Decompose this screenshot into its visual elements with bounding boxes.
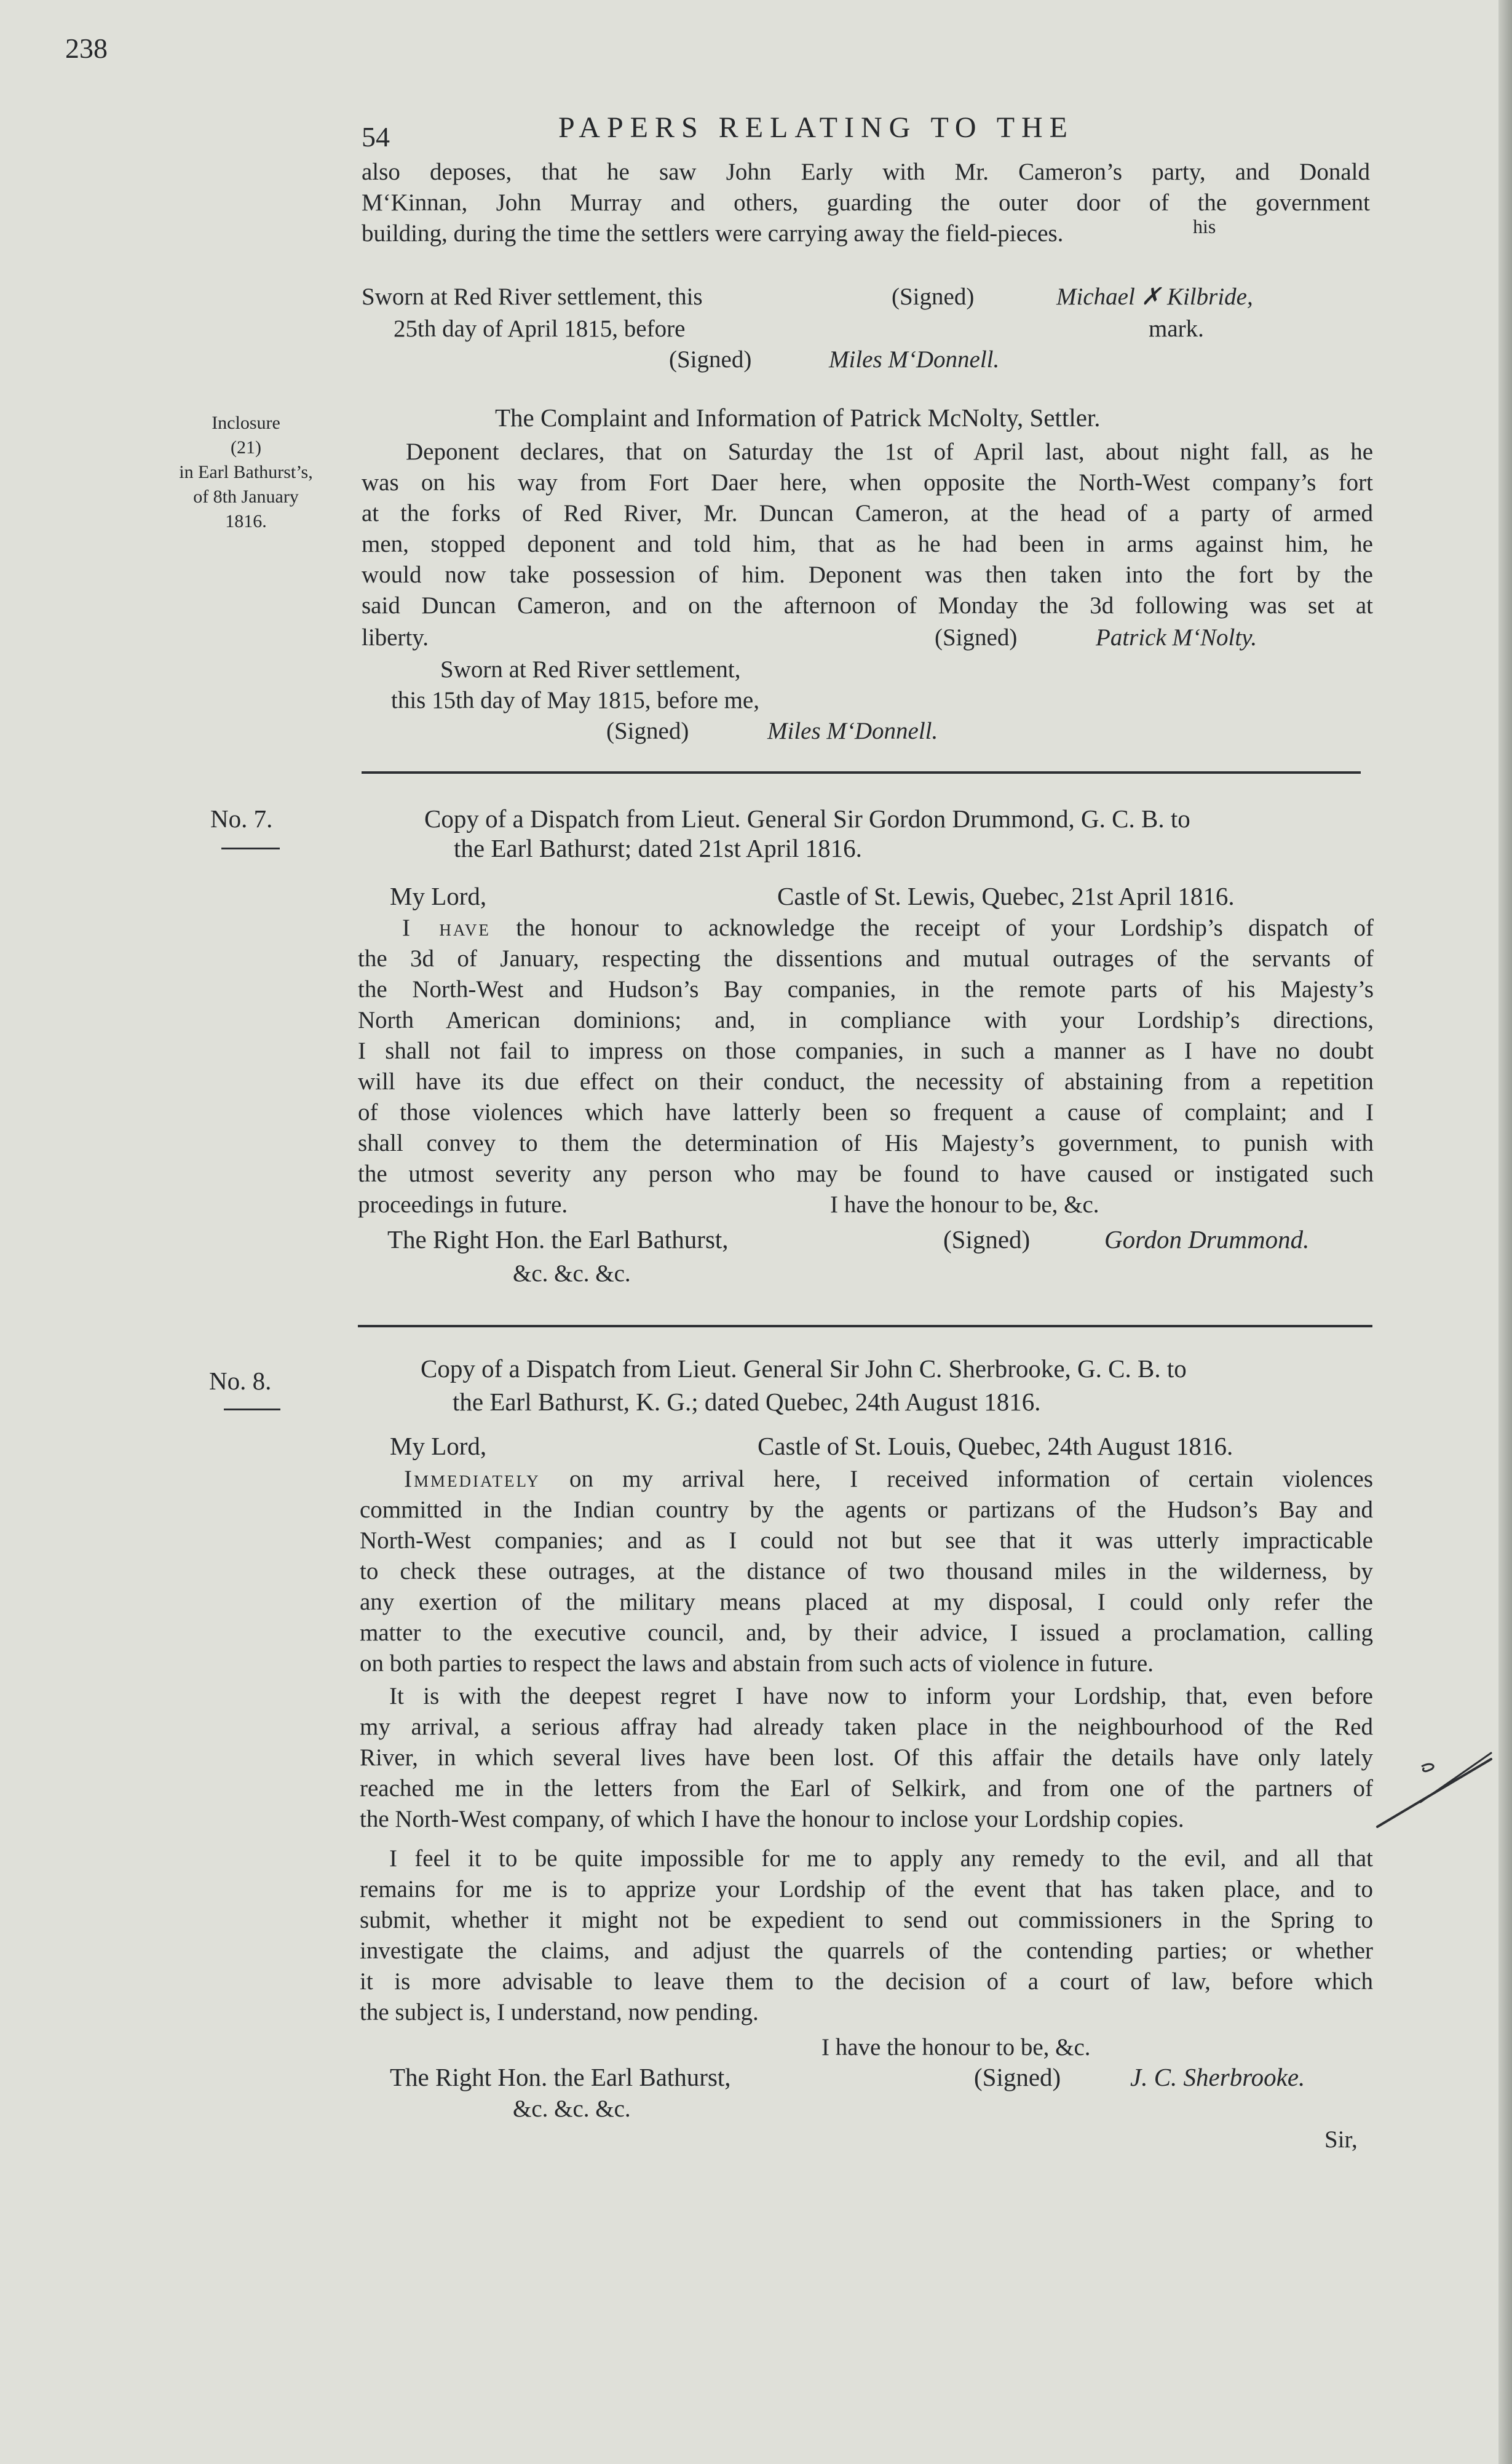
salutation: My Lord, xyxy=(390,882,487,910)
text-line: my arrival, a serious affray had already taken place in the neighbourhood of the Red xyxy=(360,1714,1373,1740)
text-line: also deposes, that he saw John Early with Mr. Cameron’s party, and Donald xyxy=(362,159,1370,185)
dispatch-paragraph xyxy=(358,913,1374,1190)
label-underline xyxy=(221,848,280,849)
signed-label: (Signed) xyxy=(943,1225,1031,1254)
dispatch-heading: the Earl Bathurst, K. G.; dated Quebec, 24th August 1816. xyxy=(453,1388,1041,1416)
place-date: Castle of St. Louis, Quebec, 24th August 1816. xyxy=(758,1432,1233,1460)
outer-page-number: 238 xyxy=(65,33,108,64)
text-line: reached me in the letters from the Earl of Selkirk, and from one of the partners of xyxy=(360,1775,1373,1802)
sworn-line: Sworn at Red River settlement, this xyxy=(362,284,703,310)
side-note-line: 1816. xyxy=(225,511,267,531)
sworn-date-line: 25th day of April 1815, before xyxy=(394,316,686,342)
witness-name: Miles M‘Donnell. xyxy=(767,718,938,744)
section-label: No. 8. xyxy=(209,1367,272,1395)
first-word: Immediately xyxy=(404,1466,540,1492)
text-line: on both parties to respect the laws and abstain from such acts of violence in future. xyxy=(360,1650,1154,1677)
witness-signed-label: (Signed) xyxy=(669,346,752,373)
signer-name: J. C. Sherbrooke. xyxy=(1130,2063,1305,2091)
text-line: shall convey to them the determination of His Majesty’s government, to punish with xyxy=(358,1130,1374,1156)
text-line: Deponent declares, that on Saturday the 1st of April last, about night fall, as he xyxy=(406,439,1373,465)
addressee: The Right Hon. the Earl Bathurst, xyxy=(390,2063,731,2091)
text-line: at the forks of Red River, Mr. Duncan Cameron, at the head of a party of armed xyxy=(362,500,1373,527)
section-divider xyxy=(358,1325,1372,1327)
text-line: will have its due effect on their conduct, the necessity of abstaining from a repetition xyxy=(358,1068,1374,1095)
text-line: submit, whether it might not be expedient to send out commissioners in the Spring to xyxy=(360,1907,1373,1933)
signer-name: Gordon Drummond. xyxy=(1104,1225,1310,1254)
text-line: to check these outrages, at the distance of two thousand miles in the wilderness, by xyxy=(360,1558,1373,1584)
signed-label: (Signed) xyxy=(892,284,975,310)
text-line: River, in which several lives have been lost. Of this affair the details have only lately xyxy=(360,1744,1373,1771)
text-line: the 3d of January, respecting the dissentions and mutual outrages of the servants of xyxy=(358,945,1374,972)
text-line: of those violences which have latterly been so frequent a cause of complaint; and I xyxy=(358,1099,1374,1126)
text-line: proceedings in future. xyxy=(358,1191,568,1218)
section-divider xyxy=(362,771,1361,774)
side-note-line: Inclosure xyxy=(212,413,280,433)
label-underline xyxy=(224,1409,280,1410)
section-label: No. 7. xyxy=(210,805,273,833)
text-line: the subject is, I understand, now pending. xyxy=(360,1999,759,2025)
text-line: I have the honour to acknowledge the receipt of your Lordship’s dispatch of xyxy=(402,915,1374,941)
witness-signed-label: (Signed) xyxy=(606,718,689,744)
signer-name: Patrick M‘Nolty. xyxy=(1096,624,1257,651)
side-note-line: in Earl Bathurst’s, xyxy=(179,462,313,482)
text-line: North-West companies; and as I could not but see that it was utterly impracticable xyxy=(360,1527,1373,1554)
witness-name: Miles M‘Donnell. xyxy=(829,346,1000,373)
text-line: the North-West and Hudson’s Bay companies, in the remote parts of his Majesty’s xyxy=(358,976,1374,1003)
text-line: I feel it to be quite impossible for me to apply any remedy to the evil, and all that xyxy=(389,1845,1373,1872)
sworn-date-line: this 15th day of May 1815, before me, xyxy=(391,687,759,713)
first-word: I have xyxy=(402,915,491,941)
salutation: My Lord, xyxy=(390,1432,487,1460)
side-note-line: of 8th January xyxy=(193,487,299,507)
place-date: Castle of St. Lewis, Quebec, 21st April 1816. xyxy=(777,882,1235,910)
addressee: The Right Hon. the Earl Bathurst, xyxy=(387,1225,729,1254)
text-line: M‘Kinnan, John Murray and others, guarding the outer door of the government xyxy=(362,189,1370,216)
text-line: any exertion of the military means placed at my disposal, I could only refer the xyxy=(360,1589,1373,1615)
mark-his: his xyxy=(1193,215,1216,237)
etc-line: &c. &c. &c. xyxy=(513,1260,631,1287)
signed-label: (Signed) xyxy=(935,624,1018,651)
text-line: remains for me is to apprize your Lordship of the event that has taken place, and to xyxy=(360,1876,1373,1902)
signer-name: Michael ✗ Kilbride, xyxy=(1056,284,1253,310)
closing: I have the honour to be, &c. xyxy=(830,1191,1099,1218)
complaint-title: The Complaint and Information of Patrick McNolty, Settler. xyxy=(495,403,1101,432)
text-line: building, during the time the settlers were carrying away the field-pieces. xyxy=(362,220,1064,247)
signed-label: (Signed) xyxy=(974,2063,1061,2091)
inclosure-note xyxy=(117,411,375,534)
inner-page-number: 54 xyxy=(362,121,390,153)
text-line: said Duncan Cameron, and on the afternoon of Monday the 3d following was set at xyxy=(362,592,1373,619)
sworn-line: Sworn at Red River settlement, xyxy=(440,656,741,683)
text-line: matter to the executive council, and, by their advice, I issued a proclamation, calling xyxy=(360,1619,1373,1646)
text-line: Immediately on my arrival here, I received information of certain violences xyxy=(404,1466,1374,1492)
side-note-line: (21) xyxy=(231,437,261,458)
text-line: investigate the claims, and adjust the quarrels of the contending parties; or whether xyxy=(360,1937,1373,1964)
text-line: liberty. xyxy=(362,624,429,651)
text-line: I shall not fail to impress on those companies, in such a manner as I have no doubt xyxy=(358,1038,1374,1064)
dispatch-paragraph xyxy=(360,1681,1373,1835)
dispatch-paragraph xyxy=(360,1843,1373,2028)
mark-word: mark. xyxy=(1149,316,1204,342)
complaint-paragraph xyxy=(362,437,1373,621)
etc-line: &c. &c. &c. xyxy=(513,2096,631,2122)
dispatch-heading: Copy of a Dispatch from Lieut. General Sir John C. Sherbrooke, G. C. B. to xyxy=(421,1354,1187,1383)
text-line: was on his way from Fort Daer here, when opposite the North-West company’s fort xyxy=(362,469,1373,496)
text-line: would now take possession of him. Deponent was then taken into the fort by the xyxy=(362,562,1373,588)
text-line: It is with the deepest regret I have now to inform your Lordship, that, even before xyxy=(389,1683,1373,1709)
text-line: it is more advisable to leave them to the decision of a court of law, before which xyxy=(360,1968,1373,1995)
text-line: men, stopped deponent and told him, that as he had been in arms against him, he xyxy=(362,531,1373,557)
deposition-paragraph xyxy=(362,157,1370,249)
text-line: North American dominions; and, in compliance with your Lordship’s directions, xyxy=(358,1007,1374,1033)
text-line: committed in the Indian country by the agents or partizans of the Hudson’s Bay and xyxy=(360,1496,1373,1523)
dispatch-heading: Copy of a Dispatch from Lieut. General Sir Gordon Drummond, G. C. B. to xyxy=(424,805,1190,833)
page-edge-shadow xyxy=(1498,0,1512,2464)
dispatch-paragraph xyxy=(360,1464,1373,1679)
running-head: PAPERS RELATING TO THE xyxy=(558,111,1074,144)
catchword: Sir, xyxy=(1324,2126,1358,2153)
closing: I have the honour to be, &c. xyxy=(821,2034,1091,2061)
text-line: the utmost severity any person who may be found to have caused or instigated such xyxy=(358,1161,1374,1187)
margin-pencil-mark xyxy=(1365,1735,1500,1839)
text-line: the North-West company, of which I have the honour to inclose your Lordship copies. xyxy=(360,1806,1184,1832)
dispatch-heading: the Earl Bathurst; dated 21st April 1816. xyxy=(454,834,862,862)
